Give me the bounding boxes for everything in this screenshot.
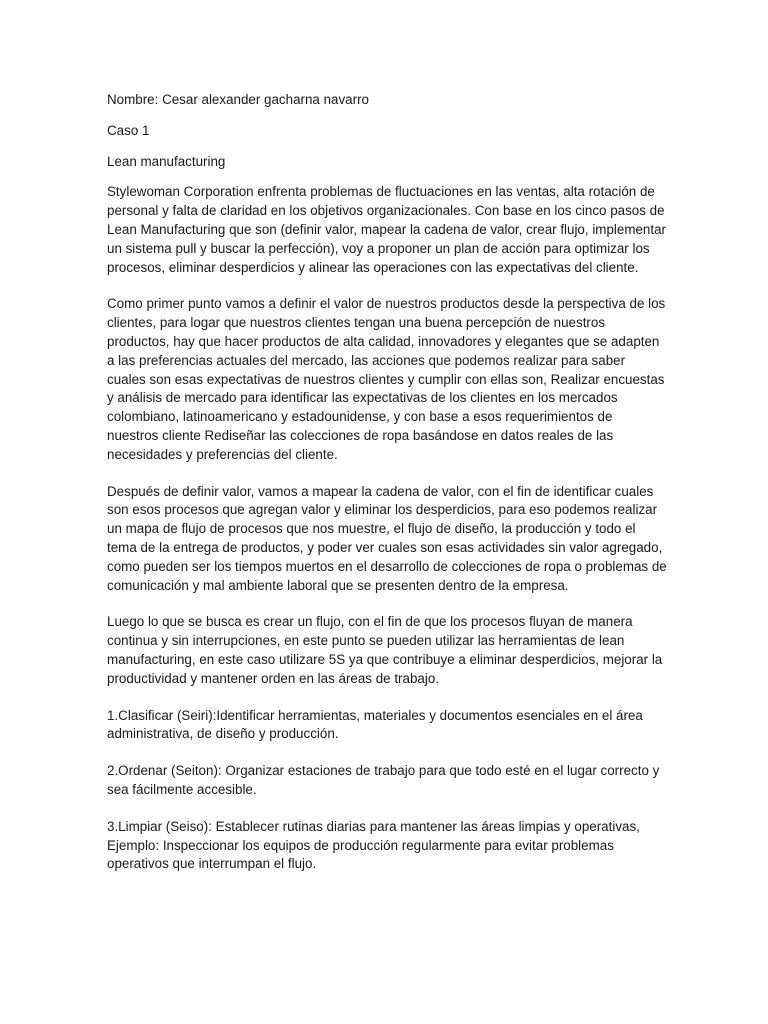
- paragraph-value-stream: Después de definir valor, vamos a mapear la cadena de valor, con el fin de identificar cuales son esos procesos que agregan valor y eliminar los desperdicios, para eso podemos realizar un mapa de flujo de procesos que nos muestre, el flujo de diseño, la producción y todo el tema de la entrega de productos, y poder ver cuales son esas actividades sin valor agregado, como pueden ser los tiempos muertos en el desarrollo de colecciones de ropa o problemas de comunicación y mal ambiente laboral que se presenten dentro de la empresa.: [107, 483, 667, 593]
- list-item-order: 2.Ordenar (Seiton): Organizar estaciones de trabajo para que todo esté en el lugar correcto y sea fácilmente accesible.: [107, 763, 660, 797]
- list-item-classify: 1.Clasificar (Seiri):Identificar herramientas, materiales y documentos esenciales en el área administrativa, de diseño y producción.: [107, 707, 643, 742]
- paragraph-intro: Stylewoman Corporation enfrenta problemas de fluctuaciones en las ventas, alta rotación de personal y falta de claridad en los objetivos organizacionales. Con base en los cinco pasos de Lean Manufacturing que son (definir valor, mapear la cadena de valor, crear flujo, implementar un sistema pull y buscar la perfección), voy a proponer un plan de acción para optimizar los procesos, eliminar desperdicios y alinear las operaciones con las expectativas del cliente.: [107, 184, 666, 275]
- paragraph-create-flow: Luego lo que se busca es crear un flujo, con el fin de que los procesos fluyan de manera continua y sin interrupciones, en este punto se pueden utilizar las herramientas de lean manufacturing, en este caso utilizare 5S ya que contribuye a eliminar desperdicios, mejorar la productividad y mantener orden en las áreas de trabajo.: [107, 614, 663, 686]
- case-title: Caso 1: [107, 122, 150, 138]
- document-page: [107, 91, 667, 892]
- list-item-clean: 3.Limpiar (Seiso): Establecer rutinas diarias para mantener las áreas limpias y operativas, Ejemplo: Inspeccionar los equipos de producción regularmente para evitar problemas operativos que interrumpan el flujo.: [107, 818, 640, 872]
- topic-title: Lean manufacturing: [107, 153, 226, 169]
- paragraph-define-value: Como primer punto vamos a definir el valor de nuestros productos desde la perspectiva de los clientes, para logar que nuestros clientes tengan una buena percepción de nuestros productos, hay que hacer productos de alta calidad, innovadores y elegantes que se adapten a las preferencias actuales del mercado, las acciones que podemos realizar para saber cuales son esas expectativas de nuestros clientes y cumplir con ellas son, Realizar encuestas y análisis de mercado para identificar las expectativas de los clientes en los mercados colombiano, latinoamericano y estadounidense, y con base a esos requerimientos de nuestros cliente Rediseñar las colecciones de ropa basándose en datos reales de las necesidades y preferencias del cliente.: [107, 296, 666, 462]
- author-name: Nombre: Cesar alexander gacharna navarro: [107, 92, 370, 107]
